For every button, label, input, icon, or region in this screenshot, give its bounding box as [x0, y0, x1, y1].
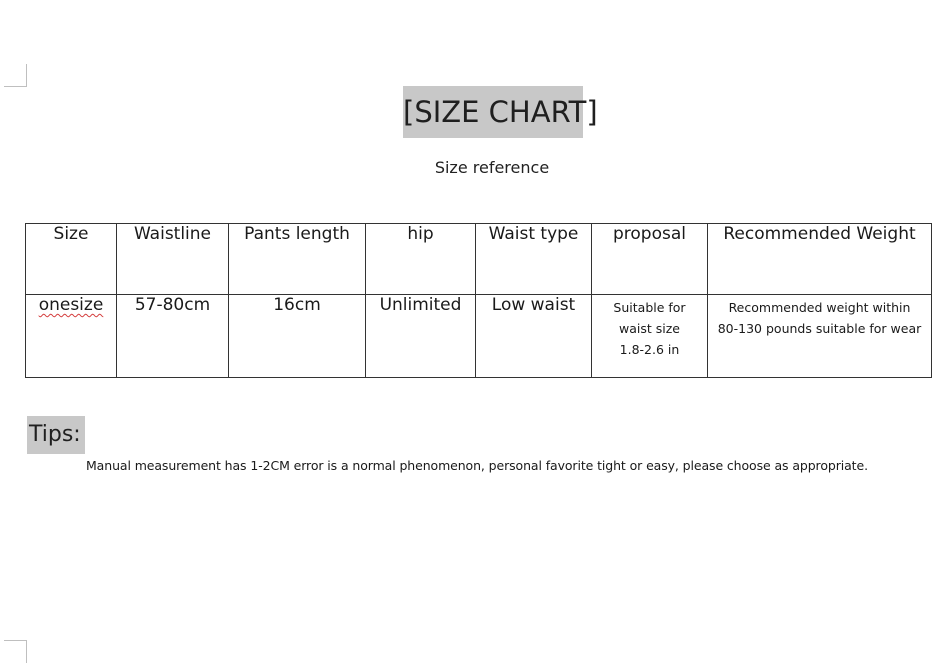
table-row [26, 295, 932, 378]
cell-proposal-line: 1.8-2.6 in [619, 342, 680, 357]
cell-pants-length: 16cm [229, 295, 366, 378]
cell-proposal-line: Suitable for [613, 300, 686, 315]
page-corner-mark-top [4, 64, 27, 87]
tips-text: Manual measurement has 1-2CM error is a normal phenomenon, personal favorite tight or easy, please choose as appropriate. [86, 458, 868, 473]
header-waist-type: Waist type [476, 224, 592, 295]
cell-waistline: 57-80cm [117, 295, 229, 378]
page-corner-mark-bottom [4, 640, 27, 663]
header-size: Size [26, 224, 117, 295]
header-recommended-weight: Recommended Weight [708, 224, 932, 295]
page-subtitle: Size reference [434, 158, 550, 177]
header-waistline: Waistline [117, 224, 229, 295]
header-proposal: proposal [592, 224, 708, 295]
cell-weight-line: Recommended weight within [728, 300, 911, 315]
cell-recommended-weight [708, 295, 932, 378]
cell-size-text: onesize [38, 295, 104, 315]
cell-hip: Unlimited [366, 295, 476, 378]
cell-waist-type: Low waist [476, 295, 592, 378]
table-header-row [26, 224, 932, 295]
cell-proposal [592, 295, 708, 378]
header-pants-length: Pants length [229, 224, 366, 295]
cell-size [26, 295, 117, 378]
cell-proposal-line: waist size [619, 321, 680, 336]
size-table [25, 223, 932, 378]
page-title: [SIZE CHART] [403, 86, 583, 138]
cell-weight-line: 80-130 pounds suitable for wear [717, 321, 922, 336]
tips-label: Tips: [27, 416, 85, 454]
header-hip: hip [366, 224, 476, 295]
